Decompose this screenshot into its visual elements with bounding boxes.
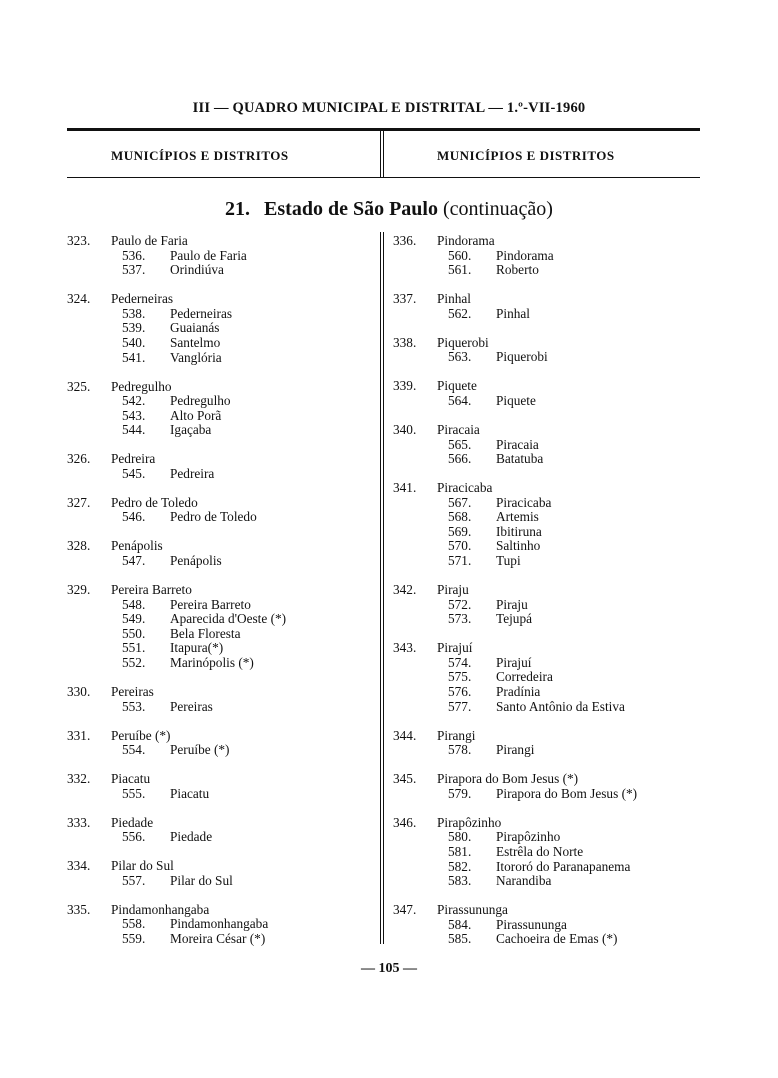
municipality-row bbox=[67, 292, 377, 307]
district-number: 559. bbox=[122, 931, 146, 947]
district-name: Piracicaba bbox=[496, 494, 552, 510]
municipality-number: 346. bbox=[393, 814, 417, 830]
municipality-number: 345. bbox=[393, 771, 417, 787]
municipality-number: 325. bbox=[67, 378, 91, 394]
district-name: Piquete bbox=[496, 392, 536, 408]
district-name: Guaianás bbox=[170, 320, 220, 336]
district-row bbox=[67, 467, 377, 482]
district-name: Ibitiruna bbox=[496, 523, 542, 539]
district-number: 548. bbox=[122, 596, 146, 612]
municipality-row bbox=[67, 685, 377, 700]
municipality-name: Piquete bbox=[437, 378, 477, 394]
district-number: 573. bbox=[448, 611, 472, 627]
district-name: Pedreira bbox=[170, 465, 215, 481]
district-row bbox=[393, 452, 703, 467]
district-number: 537. bbox=[122, 262, 146, 278]
district-row bbox=[67, 336, 377, 351]
district-name: Piracaia bbox=[496, 436, 539, 452]
entry-spacer bbox=[393, 321, 703, 335]
district-number: 541. bbox=[122, 349, 146, 365]
municipality-row bbox=[67, 903, 377, 918]
entry-spacer bbox=[67, 569, 377, 583]
state-number: 21. bbox=[225, 198, 251, 220]
district-row bbox=[67, 263, 377, 278]
district-row bbox=[67, 627, 377, 642]
municipality-number: 329. bbox=[67, 582, 91, 598]
entry-spacer bbox=[67, 758, 377, 772]
district-name: Tejupá bbox=[496, 611, 532, 627]
page-number: — 105 — bbox=[361, 961, 417, 976]
district-name: Corredeira bbox=[496, 669, 553, 685]
district-row bbox=[393, 874, 703, 889]
district-number: 572. bbox=[448, 596, 472, 612]
state-suffix: (continuação) bbox=[442, 198, 553, 220]
district-name: Pederneiras bbox=[170, 305, 233, 321]
district-name: Piedade bbox=[170, 829, 213, 845]
district-name: Piacatu bbox=[170, 785, 210, 801]
district-row bbox=[393, 525, 703, 540]
district-number: 569. bbox=[448, 523, 472, 539]
district-number: 542. bbox=[122, 393, 146, 409]
district-number: 550. bbox=[122, 625, 146, 641]
district-name: Pedregulho bbox=[170, 393, 231, 409]
municipality-row bbox=[67, 816, 377, 831]
district-number: 584. bbox=[448, 916, 472, 932]
municipality-number: 337. bbox=[393, 291, 417, 307]
district-name: Roberto bbox=[496, 262, 539, 278]
left-column bbox=[67, 234, 377, 947]
district-number: 574. bbox=[448, 654, 472, 670]
right-column bbox=[393, 234, 703, 947]
municipality-row bbox=[67, 452, 377, 467]
entry-spacer bbox=[393, 758, 703, 772]
municipality-row bbox=[393, 583, 703, 598]
district-row bbox=[67, 351, 377, 366]
municipality-number: 334. bbox=[67, 858, 91, 874]
district-name: Pirassununga bbox=[496, 916, 567, 932]
district-row bbox=[67, 612, 377, 627]
district-name: Cachoeira de Emas (*) bbox=[496, 931, 618, 947]
page-header: III — QUADRO MUNICIPAL E DISTRITAL — 1.º-VII-1960 bbox=[192, 100, 586, 116]
district-number: 582. bbox=[448, 858, 472, 874]
entry-spacer bbox=[393, 714, 703, 728]
municipality-number: 342. bbox=[393, 582, 417, 598]
municipality-row bbox=[393, 336, 703, 351]
district-row bbox=[393, 918, 703, 933]
entry-spacer bbox=[67, 278, 377, 292]
district-name: Tupi bbox=[496, 553, 521, 569]
entry-spacer bbox=[67, 888, 377, 902]
district-name: Pindamonhangaba bbox=[170, 916, 269, 932]
municipality-row bbox=[67, 380, 377, 395]
entry-spacer bbox=[393, 409, 703, 423]
district-number: 553. bbox=[122, 698, 146, 714]
municipality-name: Pirangi bbox=[437, 727, 476, 743]
district-name: Moreira César (*) bbox=[170, 931, 266, 947]
entry-spacer bbox=[67, 365, 377, 379]
district-row bbox=[393, 685, 703, 700]
column-divider bbox=[383, 131, 384, 177]
municipality-row bbox=[67, 234, 377, 249]
municipality-name: Piraju bbox=[437, 582, 469, 598]
district-name: Pirangi bbox=[496, 742, 535, 758]
district-name: Pilar do Sul bbox=[170, 872, 233, 888]
district-number: 546. bbox=[122, 509, 146, 525]
district-row bbox=[393, 307, 703, 322]
state-title bbox=[0, 198, 778, 221]
district-number: 543. bbox=[122, 407, 146, 423]
municipality-number: 327. bbox=[67, 494, 91, 510]
entry-spacer bbox=[67, 481, 377, 495]
district-row bbox=[67, 932, 377, 947]
district-name: Penápolis bbox=[170, 553, 222, 569]
district-name: Piraju bbox=[496, 596, 528, 612]
district-number: 552. bbox=[122, 655, 146, 670]
district-row bbox=[393, 554, 703, 569]
district-row bbox=[67, 598, 377, 613]
entry-spacer bbox=[393, 365, 703, 379]
column-heading-left: MUNICÍPIOS E DISTRITOS bbox=[111, 148, 289, 163]
district-name: Pradínia bbox=[496, 683, 541, 699]
municipality-name: Pereiras bbox=[111, 683, 154, 699]
district-number: 576. bbox=[448, 683, 472, 699]
district-name: Itororó do Paranapanema bbox=[496, 858, 631, 874]
district-row bbox=[393, 394, 703, 409]
municipality-number: 326. bbox=[67, 451, 91, 467]
district-number: 547. bbox=[122, 553, 146, 569]
district-number: 583. bbox=[448, 873, 472, 889]
municipality-name: Penápolis bbox=[111, 538, 163, 554]
district-row bbox=[67, 510, 377, 525]
district-number: 581. bbox=[448, 843, 472, 859]
municipality-number: 328. bbox=[67, 538, 91, 554]
municipality-number: 344. bbox=[393, 727, 417, 743]
municipality-row bbox=[67, 539, 377, 554]
district-name: Artemis bbox=[496, 509, 539, 525]
district-name: Pereira Barreto bbox=[170, 596, 251, 612]
column-divider bbox=[380, 131, 381, 177]
municipality-number: 341. bbox=[393, 480, 417, 496]
district-row bbox=[393, 496, 703, 511]
entry-spacer bbox=[393, 627, 703, 641]
district-name: Pedro de Toledo bbox=[170, 509, 257, 525]
district-number: 578. bbox=[448, 742, 472, 758]
municipality-number: 338. bbox=[393, 334, 417, 350]
district-number: 551. bbox=[122, 640, 146, 656]
district-row bbox=[393, 860, 703, 875]
district-row bbox=[67, 307, 377, 322]
entry-spacer bbox=[67, 801, 377, 815]
entry-spacer bbox=[393, 278, 703, 292]
municipality-number: 324. bbox=[67, 291, 91, 307]
municipality-number: 333. bbox=[67, 814, 91, 830]
district-number: 557. bbox=[122, 872, 146, 888]
municipality-name: Pinhal bbox=[437, 291, 471, 307]
district-number: 568. bbox=[448, 509, 472, 525]
district-name: Pinhal bbox=[496, 305, 530, 321]
district-name: Pereiras bbox=[170, 698, 213, 714]
district-number: 580. bbox=[448, 829, 472, 845]
district-row bbox=[67, 641, 377, 656]
district-row bbox=[67, 409, 377, 424]
district-number: 556. bbox=[122, 829, 146, 845]
district-number: 539. bbox=[122, 320, 146, 336]
district-number: 577. bbox=[448, 698, 472, 714]
municipality-name: Pereira Barreto bbox=[111, 582, 192, 598]
entry-spacer bbox=[67, 438, 377, 452]
district-number: 570. bbox=[448, 538, 472, 554]
district-row bbox=[393, 787, 703, 802]
municipality-name: Pedregulho bbox=[111, 378, 172, 394]
district-row bbox=[393, 743, 703, 758]
district-row bbox=[393, 830, 703, 845]
district-number: 545. bbox=[122, 465, 146, 481]
municipality-row bbox=[67, 496, 377, 511]
municipality-name: Piracicaba bbox=[437, 480, 493, 496]
district-name: Santo Antônio da Estiva bbox=[496, 698, 625, 714]
municipality-name: Pilar do Sul bbox=[111, 858, 174, 874]
municipality-row bbox=[67, 583, 377, 598]
district-number: 538. bbox=[122, 305, 146, 321]
district-number: 564. bbox=[448, 392, 472, 408]
municipality-number: 336. bbox=[393, 233, 417, 248]
municipality-name: Pederneiras bbox=[111, 291, 174, 307]
district-name: Igaçaba bbox=[170, 422, 212, 438]
municipality-number: 347. bbox=[393, 902, 417, 918]
entry-spacer bbox=[67, 845, 377, 859]
district-name: Pirapora do Bom Jesus (*) bbox=[496, 785, 638, 801]
municipality-number: 331. bbox=[67, 727, 91, 743]
district-row bbox=[67, 700, 377, 715]
municipality-row bbox=[393, 772, 703, 787]
district-number: 561. bbox=[448, 262, 472, 278]
district-row bbox=[67, 423, 377, 438]
district-number: 560. bbox=[448, 247, 472, 263]
entry-spacer bbox=[67, 671, 377, 685]
district-row bbox=[67, 321, 377, 336]
district-number: 585. bbox=[448, 931, 472, 947]
municipality-number: 339. bbox=[393, 378, 417, 394]
state-name: Estado de São Paulo bbox=[264, 198, 438, 220]
municipality-name: Pirajuí bbox=[437, 640, 473, 656]
district-row bbox=[393, 263, 703, 278]
district-name: Aparecida d'Oeste (*) bbox=[170, 611, 287, 627]
municipality-row bbox=[67, 772, 377, 787]
municipality-name: Piedade bbox=[111, 814, 154, 830]
district-number: 562. bbox=[448, 305, 472, 321]
municipality-row bbox=[67, 729, 377, 744]
district-row bbox=[67, 874, 377, 889]
district-number: 565. bbox=[448, 436, 472, 452]
entry-spacer bbox=[393, 569, 703, 583]
district-row bbox=[67, 743, 377, 758]
district-row bbox=[67, 656, 377, 671]
entry-spacer bbox=[393, 801, 703, 815]
district-row bbox=[67, 830, 377, 845]
municipality-number: 340. bbox=[393, 421, 417, 437]
municipality-name: Piracaia bbox=[437, 421, 480, 437]
entry-spacer bbox=[393, 467, 703, 481]
municipality-row bbox=[393, 481, 703, 496]
entry-spacer bbox=[393, 889, 703, 903]
column-divider bbox=[380, 232, 381, 944]
district-number: 579. bbox=[448, 785, 472, 801]
district-row bbox=[67, 249, 377, 264]
municipality-name: Pindamonhangaba bbox=[111, 901, 210, 917]
district-row bbox=[393, 350, 703, 365]
municipality-row bbox=[393, 641, 703, 656]
district-name: Saltinho bbox=[496, 538, 541, 554]
district-row bbox=[393, 598, 703, 613]
district-row bbox=[393, 700, 703, 715]
district-number: 554. bbox=[122, 742, 146, 758]
column-divider bbox=[383, 232, 384, 944]
district-name: Itapura(*) bbox=[170, 640, 224, 656]
municipality-row bbox=[393, 234, 703, 249]
district-name: Estrêla do Norte bbox=[496, 843, 584, 859]
entry-spacer bbox=[67, 714, 377, 728]
district-number: 575. bbox=[448, 669, 472, 685]
district-number: 536. bbox=[122, 247, 146, 263]
municipality-name: Pirassununga bbox=[437, 902, 508, 918]
district-number: 544. bbox=[122, 422, 146, 438]
district-name: Pindorama bbox=[496, 247, 554, 263]
district-row bbox=[67, 787, 377, 802]
district-name: Peruíbe (*) bbox=[170, 742, 230, 758]
municipality-name: Paulo de Faria bbox=[111, 233, 188, 248]
municipality-name: Pedro de Toledo bbox=[111, 494, 198, 510]
district-row bbox=[67, 394, 377, 409]
district-name: Batatuba bbox=[496, 451, 544, 467]
district-row bbox=[393, 932, 703, 947]
district-name: Bela Floresta bbox=[170, 625, 241, 641]
district-name: Marinópolis (*) bbox=[170, 655, 254, 670]
district-number: 567. bbox=[448, 494, 472, 510]
district-name: Santelmo bbox=[170, 334, 221, 350]
district-name: Orindiúva bbox=[170, 262, 224, 278]
column-heading-right: MUNICÍPIOS E DISTRITOS bbox=[437, 148, 615, 163]
municipality-row bbox=[393, 729, 703, 744]
district-row bbox=[393, 438, 703, 453]
municipality-name: Pirapora do Bom Jesus (*) bbox=[437, 771, 579, 787]
municipality-row bbox=[393, 292, 703, 307]
municipality-name: Pirapôzinho bbox=[437, 814, 502, 830]
municipality-row bbox=[393, 903, 703, 918]
district-number: 555. bbox=[122, 785, 146, 801]
district-row bbox=[393, 656, 703, 671]
district-number: 566. bbox=[448, 451, 472, 467]
district-row bbox=[67, 554, 377, 569]
district-row bbox=[393, 539, 703, 554]
municipality-number: 330. bbox=[67, 683, 91, 699]
district-row bbox=[393, 612, 703, 627]
district-row bbox=[393, 670, 703, 685]
municipality-row bbox=[393, 816, 703, 831]
district-name: Alto Porã bbox=[170, 407, 222, 423]
municipality-name: Piacatu bbox=[111, 771, 151, 787]
municipality-number: 323. bbox=[67, 233, 91, 248]
municipality-name: Pindorama bbox=[437, 233, 495, 248]
municipality-row bbox=[67, 859, 377, 874]
district-row bbox=[393, 845, 703, 860]
district-name: Pirapôzinho bbox=[496, 829, 561, 845]
municipality-row bbox=[393, 423, 703, 438]
municipality-number: 332. bbox=[67, 771, 91, 787]
district-row bbox=[393, 510, 703, 525]
municipality-number: 343. bbox=[393, 640, 417, 656]
municipality-name: Piquerobi bbox=[437, 334, 489, 350]
district-number: 571. bbox=[448, 553, 472, 569]
district-name: Paulo de Faria bbox=[170, 247, 247, 263]
district-name: Pirajuí bbox=[496, 654, 532, 670]
district-row bbox=[67, 917, 377, 932]
district-number: 549. bbox=[122, 611, 146, 627]
district-number: 563. bbox=[448, 349, 472, 365]
district-number: 558. bbox=[122, 916, 146, 932]
municipality-name: Peruíbe (*) bbox=[111, 727, 171, 743]
municipality-number: 335. bbox=[67, 901, 91, 917]
district-name: Vanglória bbox=[170, 349, 222, 365]
subheader-rule bbox=[67, 177, 700, 178]
district-row bbox=[393, 249, 703, 264]
municipality-name: Pedreira bbox=[111, 451, 156, 467]
entry-spacer bbox=[67, 525, 377, 539]
district-name: Piquerobi bbox=[496, 349, 548, 365]
district-number: 540. bbox=[122, 334, 146, 350]
municipality-row bbox=[393, 379, 703, 394]
district-name: Narandiba bbox=[496, 873, 552, 889]
